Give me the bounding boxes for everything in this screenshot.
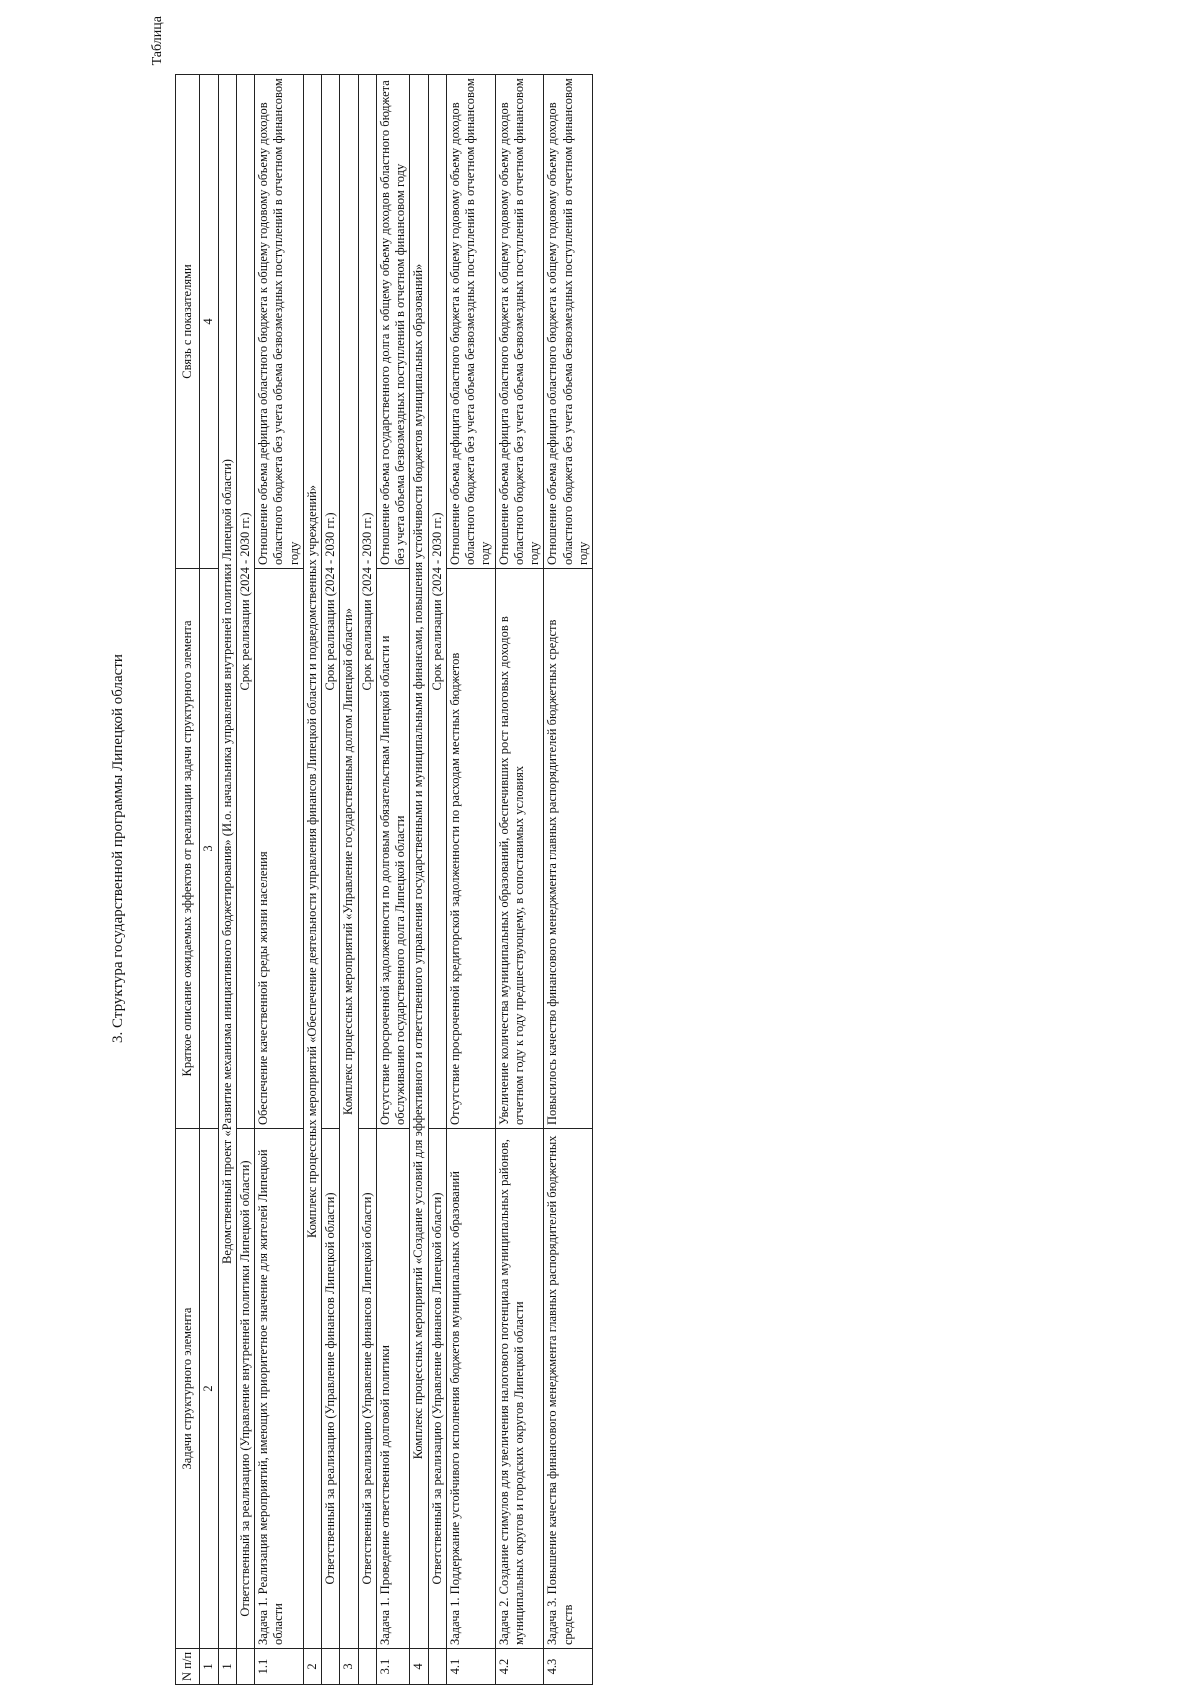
row-number: 4.3 (544, 1649, 593, 1685)
task-cell: Задача 2. Создание стимулов для увеличения налогового потенциала муниципальных районов, муниципальных округов и городских округов Липецкой области (495, 1129, 544, 1649)
table-row (236, 75, 254, 1685)
column-number: 2 (200, 1129, 218, 1649)
task-cell: Задача 1. Поддержание устойчивого исполнения бюджетов муниципальных образований (446, 1129, 495, 1649)
row-number: 1.1 (255, 1649, 304, 1685)
header-cell-indicators: Связь с показателями (176, 75, 200, 569)
section-title: Комплекс процессных мероприятий «Создание условий для эффективного и ответственного управления государственными и муниципальными финансами, повышения устойчивости бюджетов муниципальных образований» (410, 75, 428, 1649)
document-title: 3. Структура государственной программы Липецкой области (110, 654, 126, 1043)
section-title: Комплекс процессных мероприятий «Управление государственным долгом Липецкой области» (340, 75, 358, 1649)
table-row (218, 75, 236, 1685)
column-number-row (200, 75, 218, 1685)
table-row (358, 75, 376, 1685)
header-cell-tasks: Задачи структурного элемента (176, 1129, 200, 1649)
row-number: 2 (303, 1649, 321, 1685)
indicator-cell: Отношение объема дефицита областного бюджета к общему годовому объему доходов областного бюджета без учета объема безвозмездных поступлений в отчетном финансовом году (495, 75, 544, 569)
effect-cell: Повысилось качество финансового менеджмента главных распорядителей бюджетных средств (544, 569, 593, 1129)
row-number-empty (428, 1649, 446, 1685)
table-row (322, 75, 340, 1685)
row-number: 4 (410, 1649, 428, 1685)
term-cell: Срок реализации (2024 - 2030 гг.) (236, 75, 254, 1129)
task-cell: Задача 1. Проведение ответственной долговой политики (376, 1129, 410, 1649)
table-row (303, 75, 321, 1685)
effect-cell: Отсутствие просроченной кредиторской задолженности по расходам местных бюджетов (446, 569, 495, 1129)
row-number: 4.1 (446, 1649, 495, 1685)
effect-cell: Увеличение количества муниципальных образований, обеспечивших рост налоговых доходов в отчетном году к году предшествующему, в сопоставимых условиях (495, 569, 544, 1129)
column-number: 4 (200, 75, 218, 569)
responsible-cell: Ответственный за реализацию (Управление финансов Липецкой области) (428, 1129, 446, 1649)
task-cell: Задача 3. Повышение качества финансового менеджмента главных распорядителей бюджетных средств (544, 1129, 593, 1649)
effect-cell: Обеспечение качественной среды жизни населения (255, 569, 304, 1129)
table-row (495, 75, 544, 1685)
header-row (176, 75, 200, 1685)
row-number-empty (358, 1649, 376, 1685)
effect-cell: Отсутствие просроченной задолженности по долговым обязательствам Липецкой области и обслуживанию государственного долга Липецкой области (376, 569, 410, 1129)
row-number-empty (322, 1649, 340, 1685)
row-number: 1 (218, 1649, 236, 1685)
responsible-cell: Ответственный за реализацию (Управление финансов Липецкой области) (358, 1129, 376, 1649)
table-row (410, 75, 428, 1685)
indicator-cell: Отношение объема дефицита областного бюджета к общему годовому объему доходов областного бюджета без учета объема безвозмездных поступлений в отчетном финансовом году (446, 75, 495, 569)
table-row (428, 75, 446, 1685)
indicator-cell: Отношение объема дефицита областного бюджета к общему годовому объему доходов областного бюджета без учета объема безвозмездных поступлений в отчетном финансовом году (255, 75, 304, 569)
term-cell: Срок реализации (2024 - 2030 гг.) (322, 75, 340, 1129)
column-number: 3 (200, 569, 218, 1129)
row-number-empty (236, 1649, 254, 1685)
responsible-cell: Ответственный за реализацию (Управление внутренней политики Липецкой области) (236, 1129, 254, 1649)
table-row (340, 75, 358, 1685)
indicator-cell: Отношение объема дефицита областного бюджета к общему годовому объему доходов областного бюджета без учета объема безвозмездных поступлений в отчетном финансовом году (544, 75, 593, 569)
column-number: 1 (200, 1649, 218, 1685)
table-row (544, 75, 593, 1685)
row-number: 3.1 (376, 1649, 410, 1685)
header-cell-num: N п/п (176, 1649, 200, 1685)
responsible-cell: Ответственный за реализацию (Управление финансов Липецкой области) (322, 1129, 340, 1649)
task-cell: Задача 1. Реализация мероприятий, имеющих приоритетное значение для жителей Липецкой области (255, 1129, 304, 1649)
table-row (376, 75, 410, 1685)
table-row (255, 75, 304, 1685)
row-number: 3 (340, 1649, 358, 1685)
table-row (446, 75, 495, 1685)
indicator-cell: Отношение объема государственного долга к общему объему доходов областного бюджета без учета объема безвозмездных поступлений в отчетном финансовом году (376, 75, 410, 569)
structure-table (175, 74, 593, 1685)
term-cell: Срок реализации (2024 - 2030 гг.) (428, 75, 446, 1129)
section-title: Ведомственный проект «Развитие механизма инициативного бюджетирования» (И.о. начальника управления внутренней политики Липецкой области) (218, 75, 236, 1649)
section-title: Комплекс процессных мероприятий «Обеспечение деятельности управления финансов Липецкой области и подведомственных учреждений» (303, 75, 321, 1649)
header-cell-effects: Краткое описание ожидаемых эффектов от реализации задачи структурного элемента (176, 569, 200, 1129)
term-cell: Срок реализации (2024 - 2030 гг.) (358, 75, 376, 1129)
table-caption: Таблица (150, 16, 165, 66)
table-body (218, 75, 593, 1685)
row-number: 4.2 (495, 1649, 544, 1685)
